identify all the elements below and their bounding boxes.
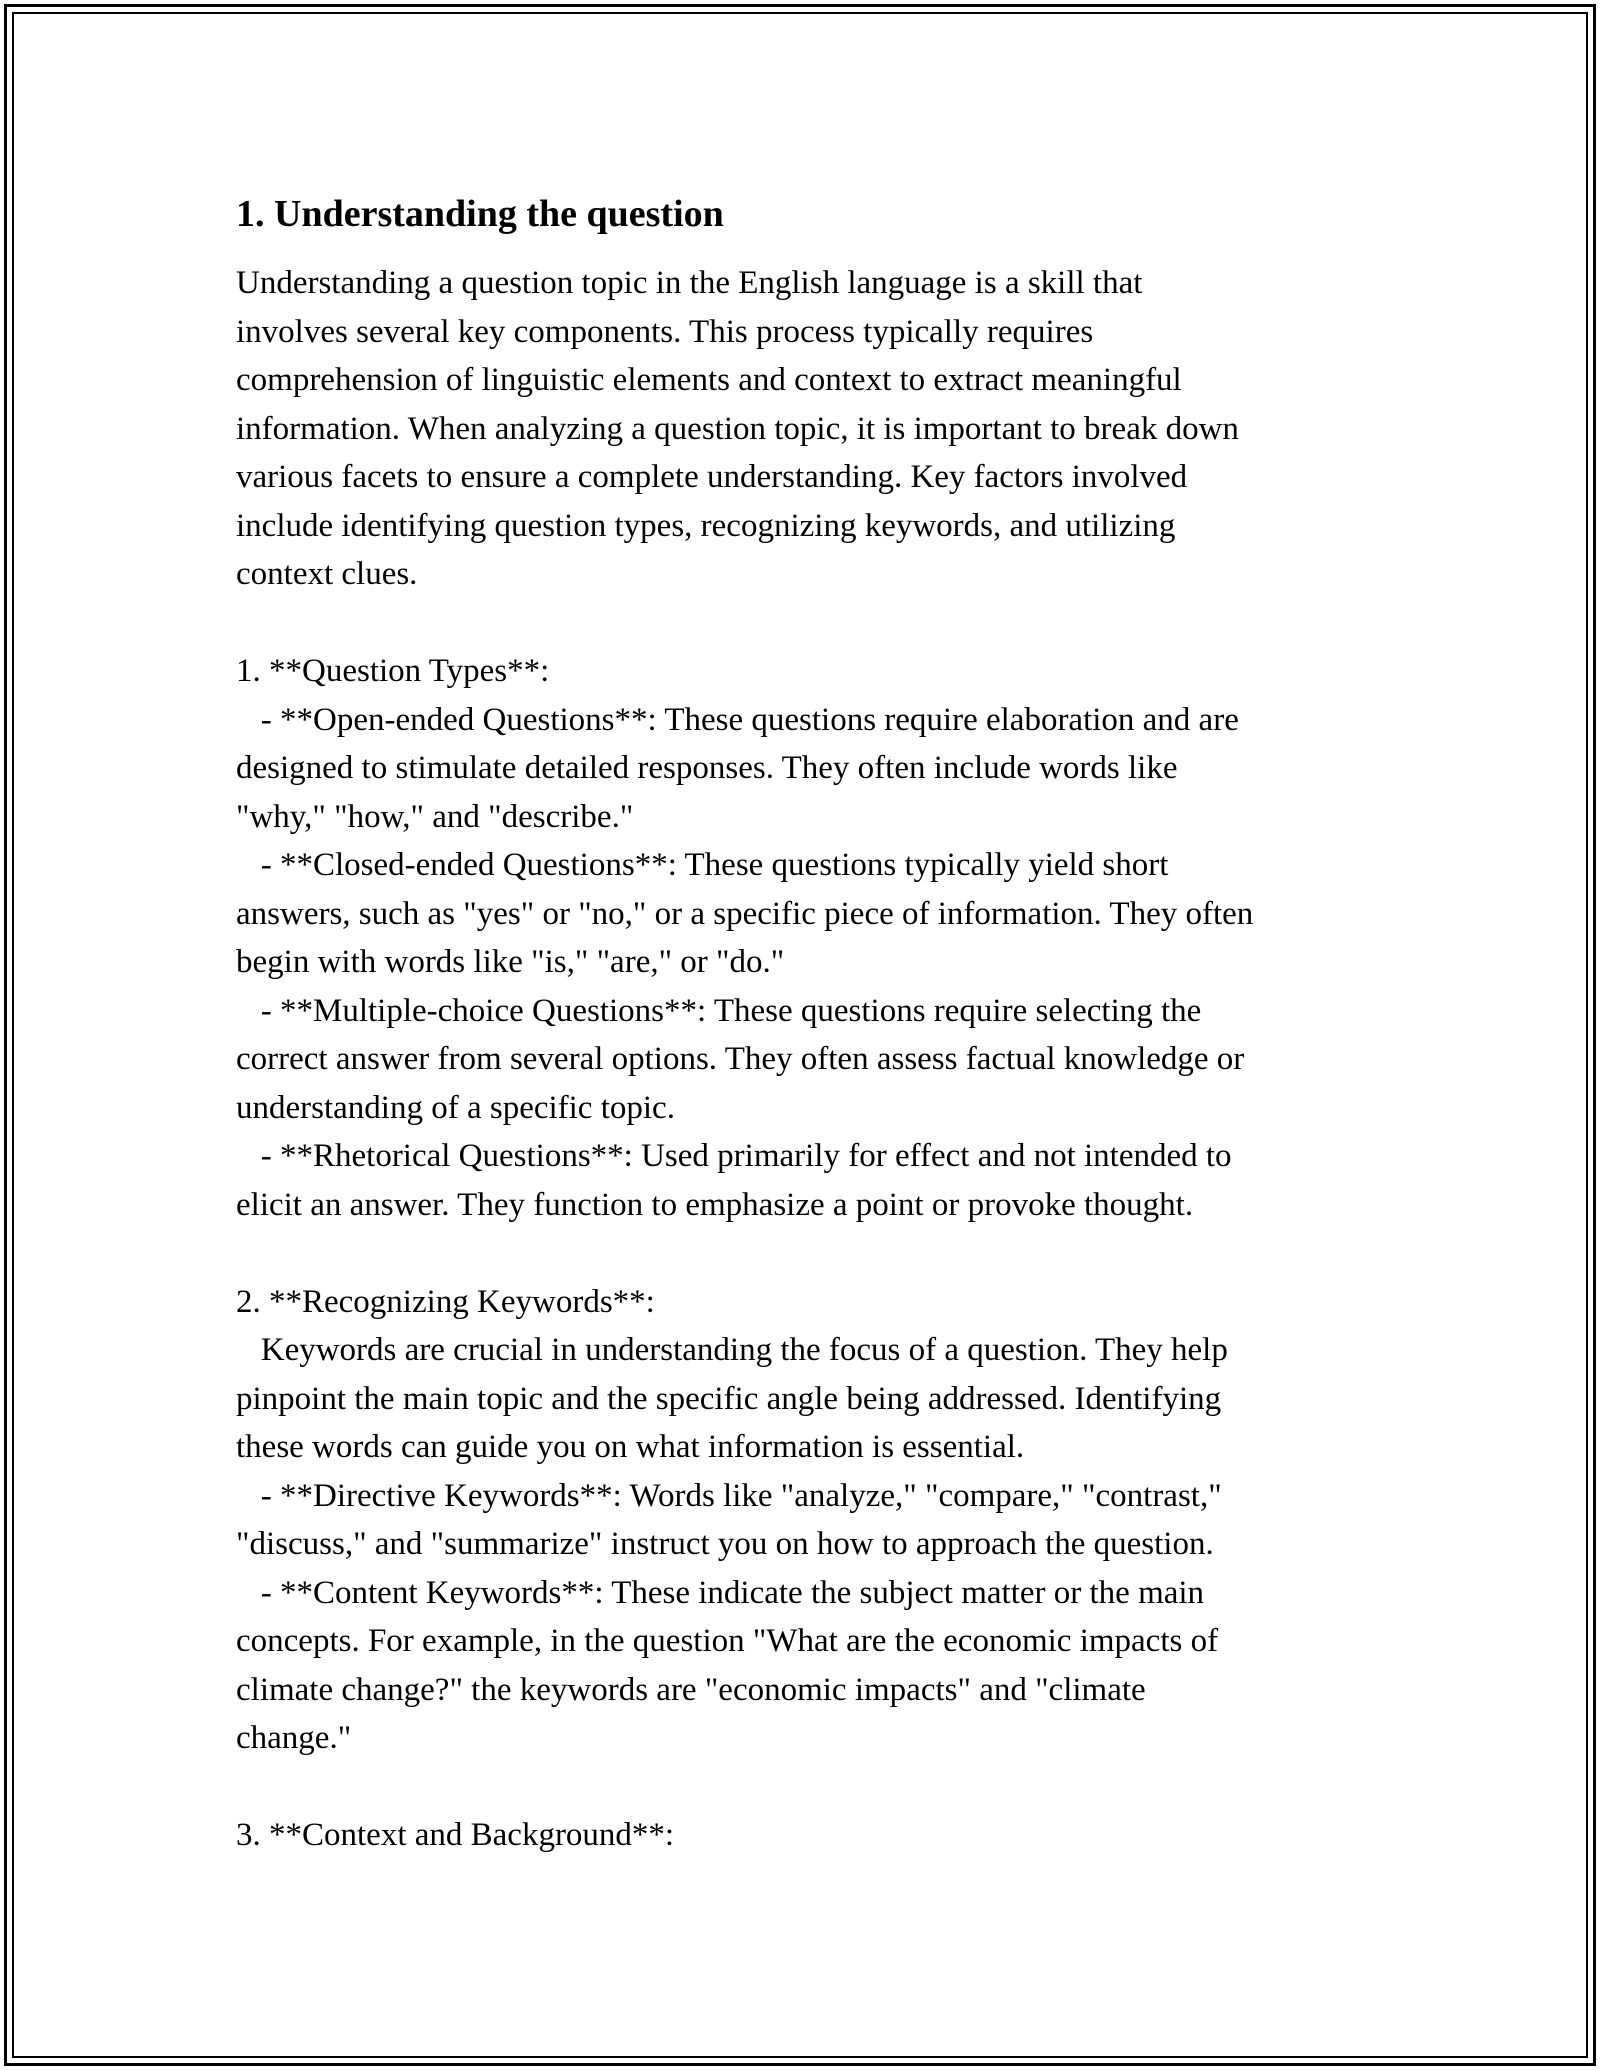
text-line: context clues.	[236, 556, 418, 592]
section-heading: 1. Understanding the question	[236, 193, 724, 235]
text-line: - **Multiple-choice Questions**: These questions require selecting the	[236, 992, 1202, 1029]
text-line: 1. **Question Types**:	[236, 653, 550, 689]
document-page	[236, 187, 1426, 1860]
text-line: "discuss," and "summarize" instruct you on how to approach the question.	[236, 1526, 1214, 1562]
text-line: 2. **Recognizing Keywords**:	[236, 1283, 655, 1320]
text-line: these words can guide you on what information is essential.	[236, 1429, 1025, 1465]
text-line: - **Open-ended Questions**: These questions require elaboration and are	[236, 701, 1239, 738]
text-line: begin with words like "is," "are," or "do."	[236, 944, 785, 980]
text-line: include identifying question types, recognizing keywords, and utilizing	[236, 507, 1176, 544]
blank-line	[236, 1763, 1426, 1812]
text-line: - **Content Keywords**: These indicate the subject matter or the main	[236, 1574, 1205, 1611]
text-line: involves several key components. This process typically requires	[236, 313, 1094, 350]
text-line: correct answer from several options. They often assess factual knowledge or	[236, 1041, 1245, 1077]
text-line: understanding of a specific topic.	[236, 1089, 675, 1126]
text-line: concepts. For example, in the question "What are the economic impacts of	[236, 1623, 1219, 1659]
text-line: 3. **Context and Background**:	[236, 1817, 675, 1853]
text-line: climate change?" the keywords are "economic impacts" and "climate	[236, 1671, 1146, 1708]
text-line: change."	[236, 1720, 352, 1756]
text-line: information. When analyzing a question topic, it is important to break down	[236, 410, 1239, 447]
text-line: comprehension of linguistic elements and context to extract meaningful	[236, 362, 1182, 398]
text-line: designed to stimulate detailed responses. They often include words like	[236, 750, 1178, 786]
text-line: "why," "how," and "describe."	[236, 798, 634, 835]
text-line: answers, such as "yes" or "no," or a specific piece of information. They often	[236, 895, 1254, 932]
text-line: - **Directive Keywords**: Words like "analyze," "compare," "contrast,"	[236, 1477, 1222, 1514]
text-line: various facets to ensure a complete understanding. Key factors involved	[236, 459, 1188, 495]
blank-line	[236, 1229, 1426, 1278]
text-line: pinpoint the main topic and the specific angle being addressed. Identifying	[236, 1380, 1222, 1417]
document-body	[236, 259, 1426, 1860]
text-line: Understanding a question topic in the English language is a skill that	[236, 265, 1143, 301]
text-line: Keywords are crucial in understanding the focus of a question. They help	[236, 1332, 1228, 1368]
blank-line	[236, 599, 1426, 648]
text-line: - **Rhetorical Questions**: Used primarily for effect and not intended to	[236, 1138, 1232, 1174]
text-line: - **Closed-ended Questions**: These questions typically yield short	[236, 847, 1169, 883]
text-line: elicit an answer. They function to emphasize a point or provoke thought.	[236, 1186, 1194, 1223]
